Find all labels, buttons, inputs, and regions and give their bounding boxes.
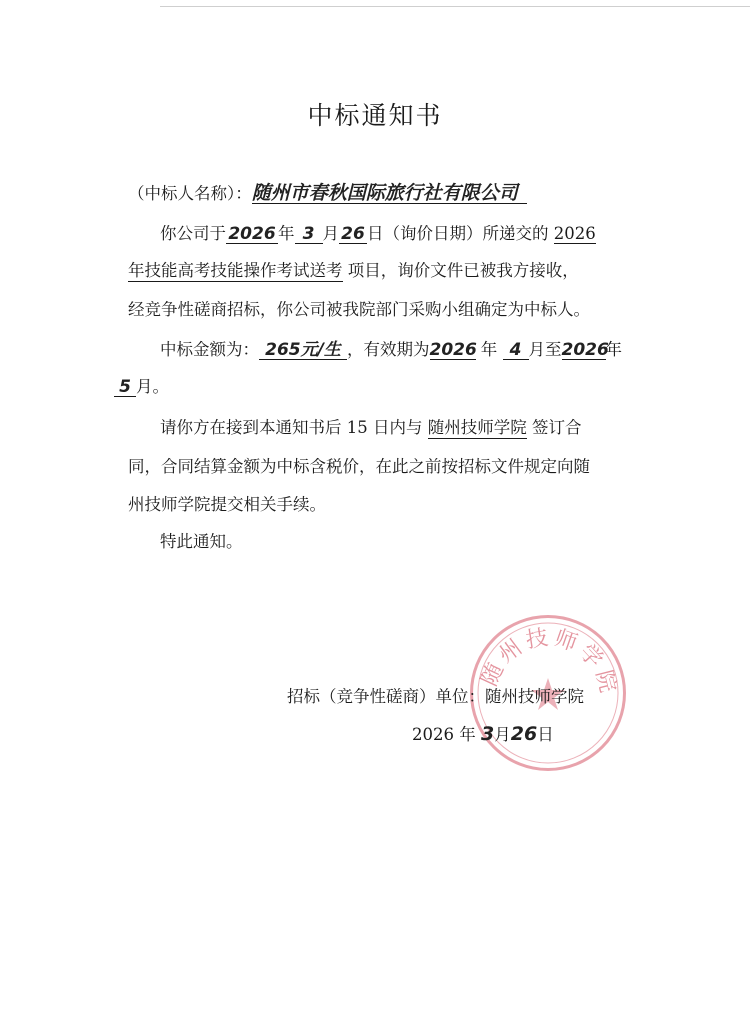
year-label: 年 — [480, 340, 498, 359]
para2-text: 中标金额为： — [160, 340, 259, 359]
para2-line1 — [160, 336, 622, 360]
issuer-line — [287, 683, 584, 707]
bid-amount: 265元/生 — [265, 340, 341, 360]
para1-line1 — [160, 220, 596, 244]
day-label: 日 — [537, 725, 554, 744]
inquiry-day: 26 — [341, 224, 365, 244]
para1-line3: 经竞争性磋商招标，你公司被我院部门采购小组确定为中标人。 — [128, 300, 590, 319]
para2-text: ，有效期为 — [347, 340, 430, 359]
para2-text: 月至 — [528, 340, 562, 359]
inquiry-month: 3 — [302, 224, 315, 244]
issue-month: 3 — [481, 723, 495, 745]
document-title: 中标通知书 — [307, 101, 443, 130]
inquiry-year-field — [226, 224, 278, 244]
inquiry-year: 2026 — [228, 224, 276, 244]
seal-text: 随州技师学院 — [477, 624, 621, 700]
project-name-part2: 年技能高考技能操作考试送考 — [128, 257, 343, 282]
closing-text: 特此通知。 — [160, 532, 243, 551]
scan-top-edge — [160, 6, 750, 7]
para1-text: 日（询价日期）所递交的 — [367, 224, 549, 243]
para3-line2: 同，合同结算金额为中标含税价，在此之前按招标文件规定向随 — [128, 457, 590, 476]
year-label: 年 — [278, 224, 295, 243]
issue-year: 2026 年 — [412, 725, 476, 744]
valid-from-month-field — [503, 340, 529, 360]
month-label: 月 — [322, 224, 339, 243]
para1-line2 — [128, 257, 579, 282]
para1-text: 你公司于 — [160, 224, 226, 243]
valid-from-year-field — [430, 340, 476, 360]
inquiry-month-field — [295, 224, 323, 244]
para3-line1 — [160, 414, 582, 439]
valid-to-year-field — [561, 340, 609, 360]
para2-line2 — [114, 373, 169, 397]
valid-to-year: 2026 — [561, 340, 609, 360]
contract-party: 随州技师学院 — [428, 414, 527, 439]
para3-line3: 州技师学院提交相关手续。 — [128, 495, 326, 514]
valid-from-month: 4 — [509, 340, 522, 360]
project-name-part1: 2026 — [553, 224, 596, 243]
issuer-label: 招标（竞争性磋商）单位： — [287, 687, 485, 706]
para2-text: 月。 — [136, 377, 169, 396]
winner-label: （中标人名称）： — [128, 184, 252, 203]
valid-to-month-field — [114, 377, 136, 397]
winner-name-handwritten: 随州市春秋国际旅行社有限公司 — [251, 182, 518, 204]
inquiry-day-field — [339, 224, 367, 244]
issuer-name: 随州技师学院 — [485, 687, 584, 706]
bid-amount-field — [259, 340, 347, 360]
month-label: 月 — [494, 725, 511, 744]
winner-line — [128, 180, 527, 204]
valid-from-year: 2026 — [429, 340, 477, 360]
issue-date — [412, 721, 554, 745]
para3-text: 签订合 — [532, 418, 582, 437]
para3-text: 请你方在接到本通知书后 15 日内与 — [160, 418, 423, 437]
issue-day: 26 — [510, 723, 538, 745]
para1-text: 项目，询价文件已被我方接收， — [347, 261, 579, 280]
winner-name-field — [252, 184, 527, 204]
valid-to-month: 5 — [119, 377, 131, 397]
year-label: 年 — [605, 340, 622, 359]
